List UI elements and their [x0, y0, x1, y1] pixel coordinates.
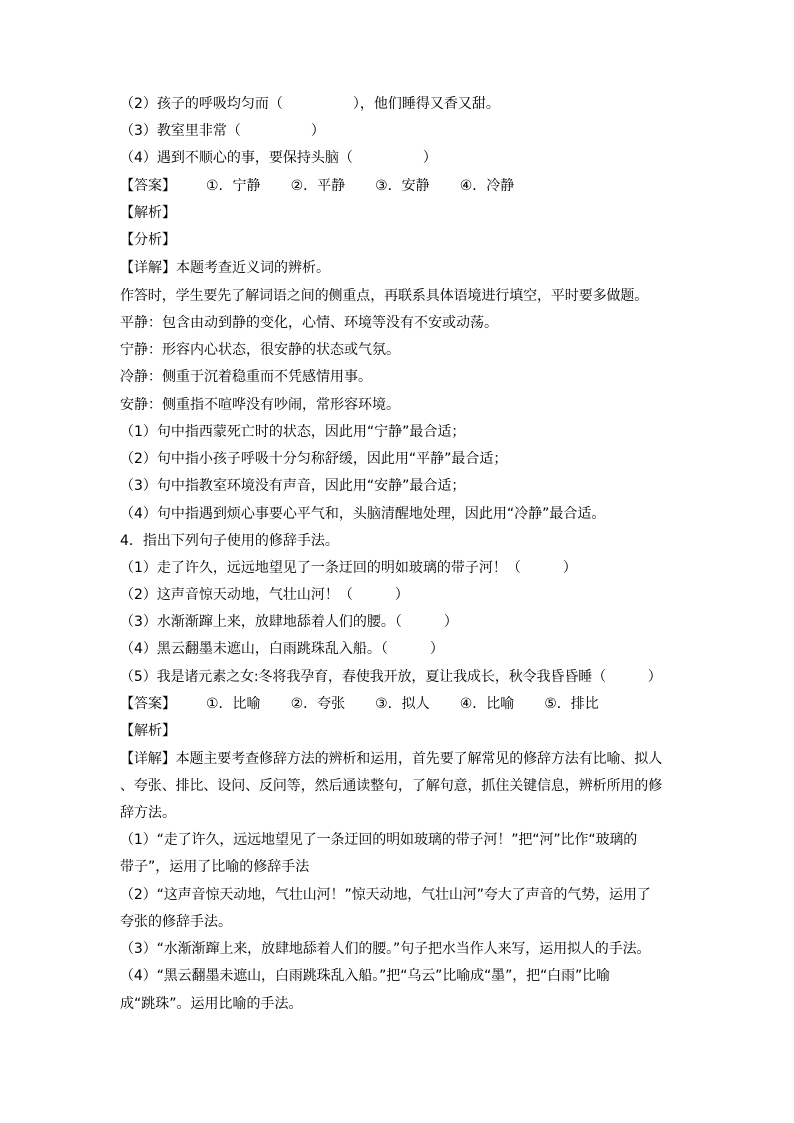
- definition-anjing: 安静：侧重指不喧哗没有吵闹，常形容环境。: [120, 397, 400, 413]
- jiexi-label: 【解析】: [120, 205, 176, 221]
- question-4-item-1: （1）走了许久，远远地望见了一条迂回的明如玻璃的带子河！（ ）: [120, 560, 577, 576]
- answer-item: ①．宁静: [206, 178, 261, 194]
- explanation-item-3: （3）句中指教室环境没有声音，因此用“安静”最合适；: [120, 478, 466, 494]
- jiexi-label: 【解析】: [120, 723, 176, 739]
- detail-line: 、夸张、排比、设问、反问等，然后通读整句，了解句意，抓住关键信息，辨析所用的修: [120, 778, 663, 794]
- question-4-title: 4．指出下列句子使用的修辞手法。: [120, 533, 339, 549]
- answer-label: 【答案】: [120, 178, 176, 194]
- answer-item: ④．比喻: [459, 696, 515, 712]
- answer-item: ⑤．排比: [544, 696, 599, 712]
- question-3-item-4: （4）遇到不顺心的事，要保持头脑（ ）: [120, 150, 437, 166]
- answer-row-4: [120, 695, 599, 713]
- detail-line: 【详解】本题主要考查修辞方法的辨析和运用，首先要了解常见的修辞方法有比喻、拟人: [120, 751, 663, 767]
- question-4-item-3: （3）水渐渐蹿上来，放肆地舔着人们的腰。（ ）: [120, 614, 458, 630]
- question-3-item-2: （2）孩子的呼吸均匀而（ ），他们睡得又香又甜。: [120, 96, 500, 112]
- definition-pingjing: 平静：包含由动到静的变化，心情、环境等没有不安或动荡。: [120, 315, 498, 331]
- explanation-item-4: （4）句中指遇到烦心事要心平气和，头脑清醒地处理，因此用“冷静”最合适。: [120, 506, 606, 522]
- question-4-item-4: （4）黑云翻墨未遮山，白雨跳珠乱入船。（ ）: [120, 641, 444, 657]
- question-4-item-5: （5）我是诸元素之女:冬将我孕育，春使我开放，夏让我成长，秋令我昏昏睡（ ）: [120, 669, 662, 685]
- fenxi-label: 【分析】: [120, 232, 176, 248]
- answer-item: ④．冷静: [459, 178, 515, 194]
- answer-item: ③．拟人: [375, 696, 430, 712]
- definition-lengjing: 冷静：侧重于沉着稳重而不凭感情用事。: [120, 369, 372, 385]
- detail-line: 辞方法。: [120, 805, 176, 821]
- question-3-item-3: （3）教室里非常（ ）: [120, 123, 325, 139]
- analysis-item-4-cont: 成“跳珠”。运用比喻的手法。: [120, 996, 303, 1012]
- analysis-item-3: （3）“水渐渐蹿上来，放肆地舔着人们的腰。”句子把水当作人来写，运用拟人的手法。: [120, 941, 651, 957]
- analysis-item-2-cont: 夸张的修辞手法。: [120, 914, 232, 930]
- answer-item: ③．安静: [375, 178, 430, 194]
- explanation-item-2: （2）句中指小孩子呼吸十分匀称舒缓，因此用“平静”最合适；: [120, 451, 508, 467]
- question-4-item-2: （2）这声音惊天动地，气壮山河！（ ）: [120, 587, 409, 603]
- answer-item: ①．比喻: [206, 696, 261, 712]
- analysis-item-2: （2）“这声音惊天动地，气壮山河！”惊天动地，气壮山河”夸大了声音的气势，运用了: [120, 887, 651, 903]
- analysis-item-1: （1）“走了许久，远远地望见了一条迂回的明如玻璃的带子河！”把“河”比作“玻璃的: [120, 832, 638, 848]
- answer-row-3: [120, 177, 514, 195]
- definition-ningjing: 宁静：形容内心状态，很安静的状态或气氛。: [120, 342, 400, 358]
- explanation-item-1: （1）句中指西蒙死亡时的状态，因此用“宁静”最合适；: [120, 424, 466, 440]
- analysis-item-1-cont: 带子”，运用了比喻的修辞手法: [120, 859, 310, 875]
- answer-item: ②．平静: [290, 178, 346, 194]
- analysis-item-4: （4）“黑云翻墨未遮山，白雨跳珠乱入船。”把“乌云”比喻成“墨”，把“白雨”比喻: [120, 968, 610, 984]
- answer-label: 【答案】: [120, 696, 176, 712]
- detail-intro: 【详解】本题考查近义词的辨析。: [120, 260, 330, 276]
- answer-item: ②．夸张: [290, 696, 346, 712]
- explanation-paragraph: 作答时，学生要先了解词语之间的侧重点，再联系具体语境进行填空，平时要多做题。: [120, 288, 649, 304]
